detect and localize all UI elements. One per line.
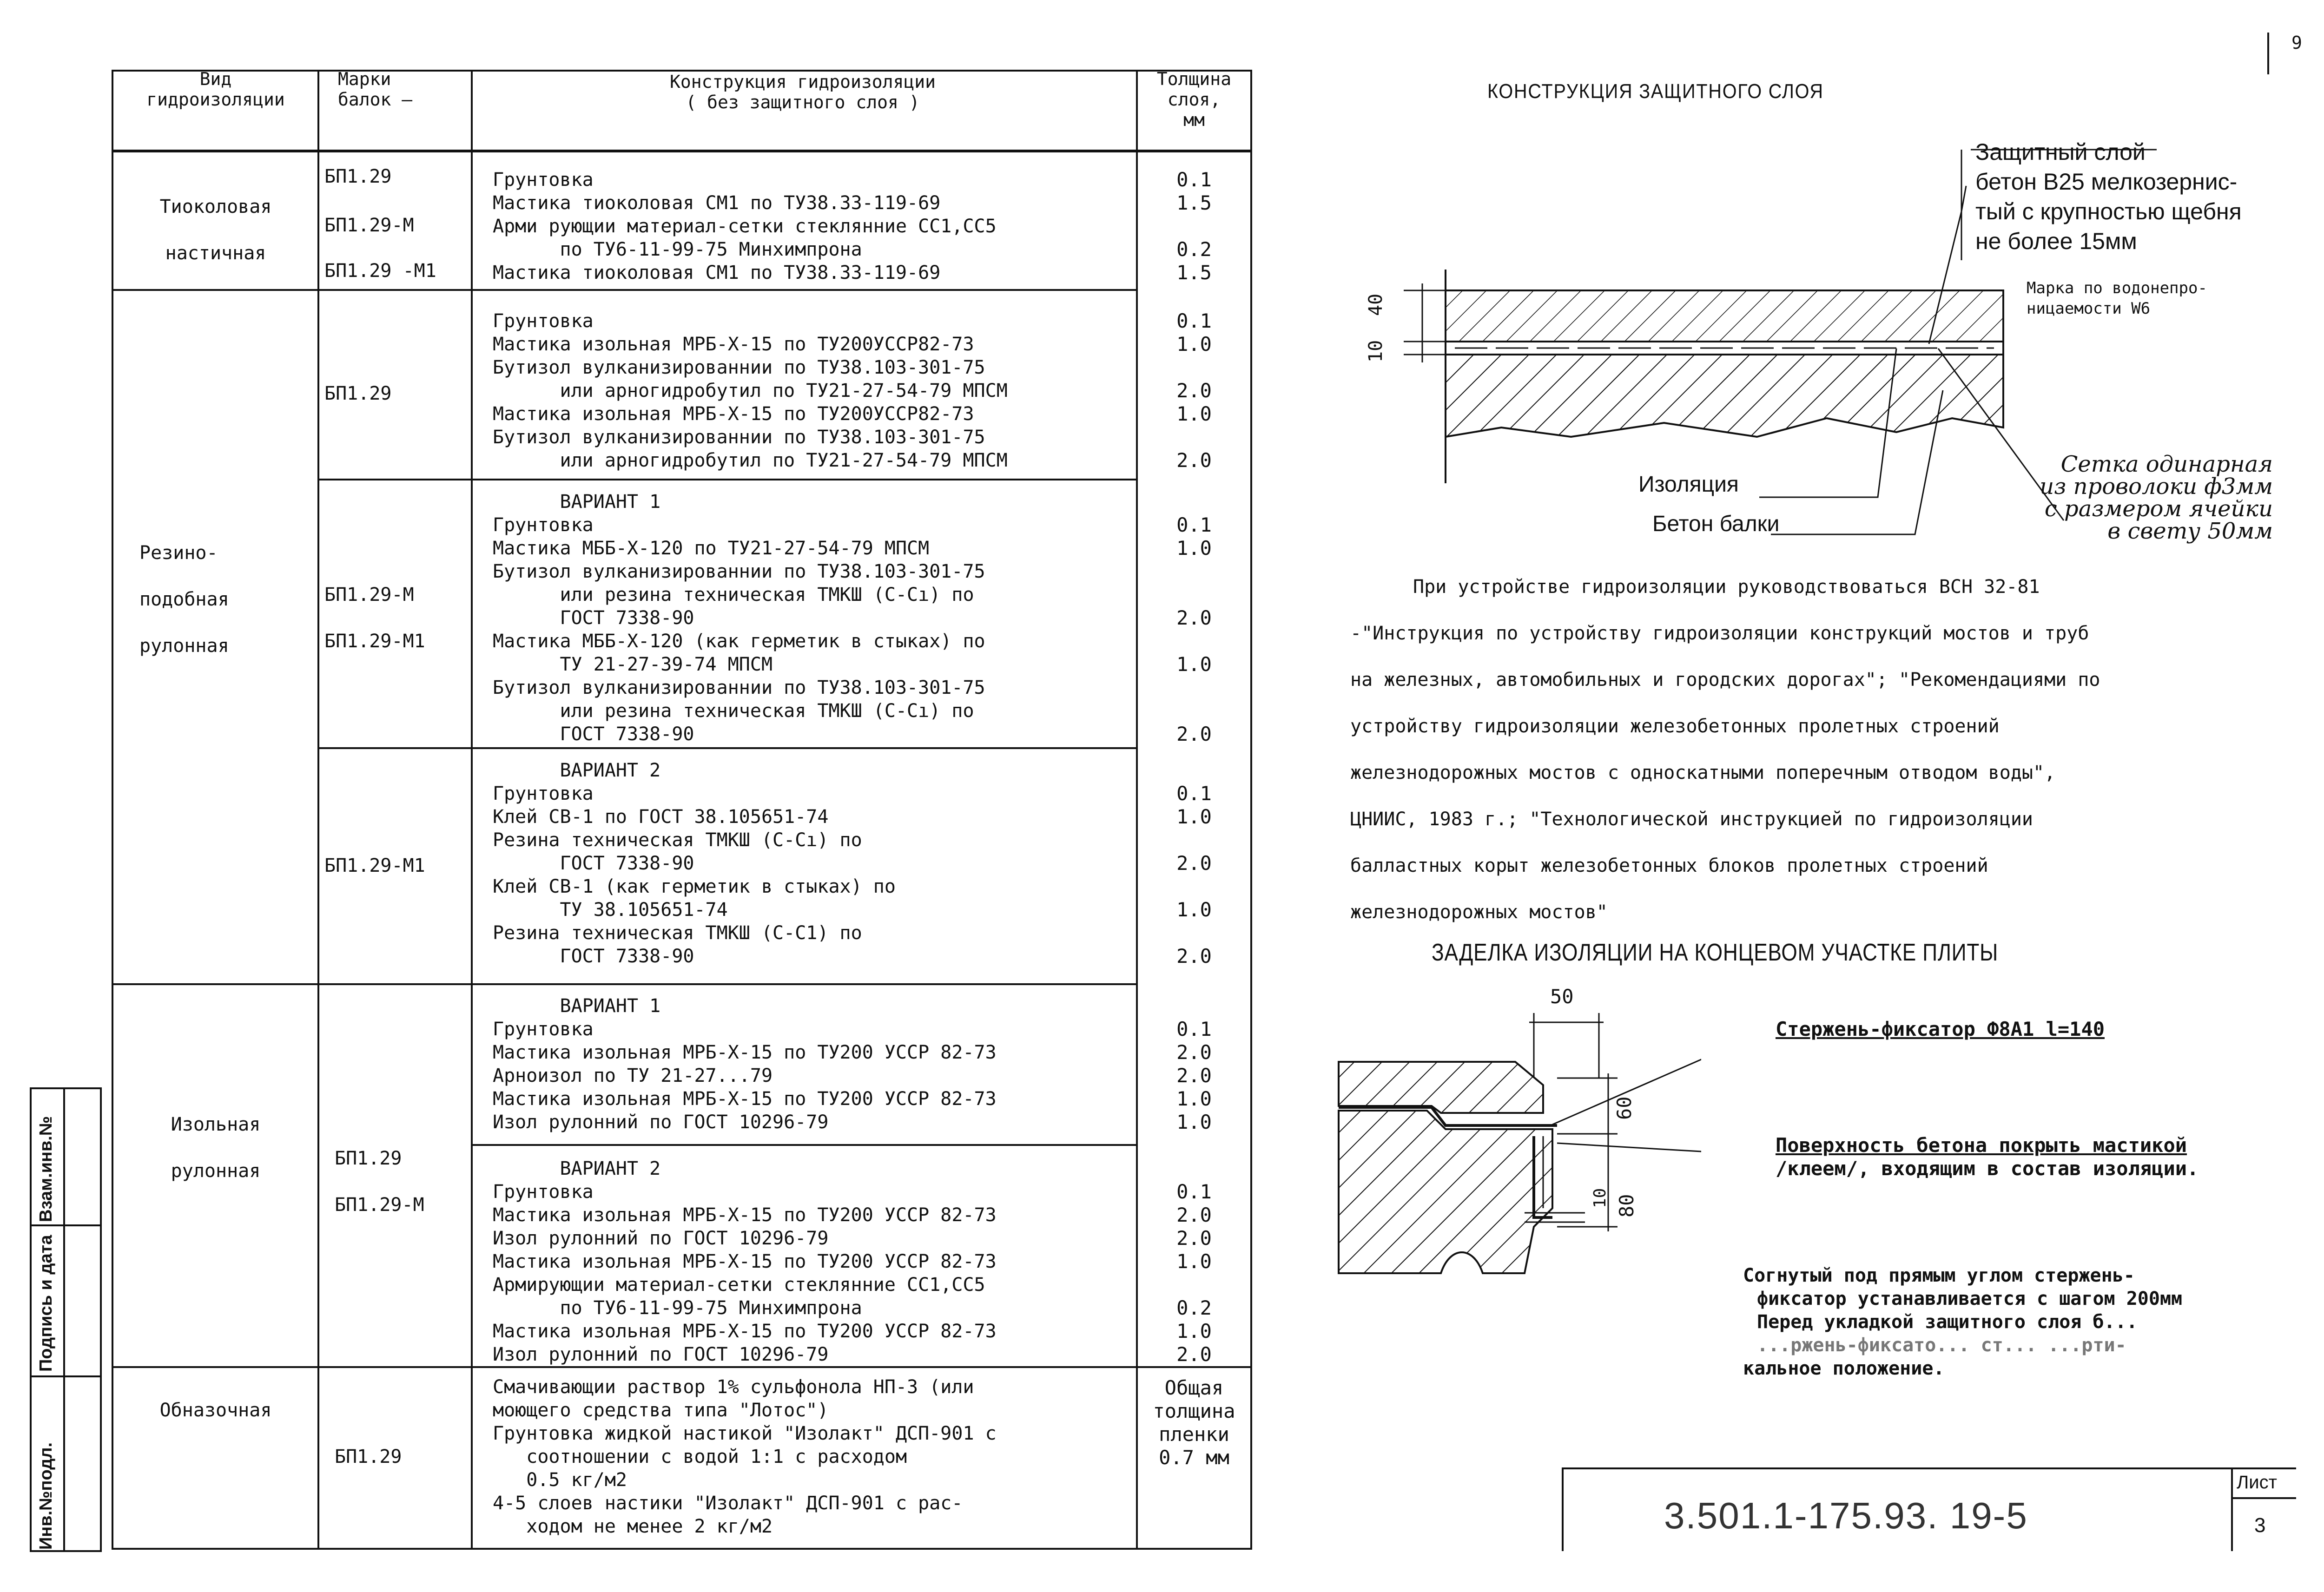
construction-row: Клей СВ-1 по ГОСТ 38.105651-74 bbox=[493, 806, 829, 828]
thickness-value: 1.0 bbox=[1176, 805, 1212, 828]
header-thickness: Толщина слоя, мм bbox=[1156, 69, 1232, 130]
construction-row: или арногидробутил по ТУ21-27-54-79 МПСМ bbox=[493, 450, 1008, 471]
end-detail-title: ЗАДЕЛКА ИЗОЛЯЦИИ НА КОНЦЕВОМ УЧАСТКЕ ПЛИТЫ bbox=[1432, 939, 1999, 966]
paragraph-line: устройству гидроизоляции железобетонных пролетных строений bbox=[1350, 716, 2000, 737]
construction-row: Мастика изольная МРБ-Х-15 по ТУ200 УССР 82-73 bbox=[493, 1204, 997, 1226]
thickness-value: 1.0 bbox=[1176, 898, 1212, 921]
document-code: 3.501.1-175.93. 19-5 bbox=[1664, 1495, 2028, 1536]
construction-row: или резина техническая ТМКШ (С-Сı) по bbox=[493, 584, 974, 605]
header-marks: Марки балок – bbox=[338, 69, 413, 110]
thickness-value: 2.0 bbox=[1176, 606, 1212, 629]
rod-note: Согнутый под прямым углом стержень- фиксатор устанавливается с шагом 200мм Перед укладкой защитного слоя б... ...ржень-фиксато... ст... ...рти- кальное положение. bbox=[1743, 1265, 2183, 1379]
thickness-value: 0.2 bbox=[1176, 238, 1212, 261]
construction-row: моющего средства типа "Лотос") bbox=[493, 1400, 829, 1421]
paragraph-line: железнодорожных мостов" bbox=[1350, 901, 1608, 923]
mark: БП1.29-М bbox=[324, 584, 414, 605]
construction-row: Грунтовка bbox=[493, 169, 594, 191]
construction-row: Изол рулонний по ГОСТ 10296-79 bbox=[493, 1228, 829, 1249]
label-insulation: Изоляция bbox=[1638, 472, 1739, 497]
thickness-value: 0.1 bbox=[1176, 309, 1212, 332]
thickness-value: 2.0 bbox=[1176, 379, 1212, 402]
thickness-value: 2.0 bbox=[1176, 1064, 1212, 1087]
thickness-value: 2.0 bbox=[1176, 852, 1212, 875]
type-rubber: Резино- подобная рулонная bbox=[139, 542, 229, 657]
paragraph-line: -"Инструкция по устройству гидроизоляции конструкций мостов и труб bbox=[1350, 623, 2089, 644]
mark: БП1.29 bbox=[335, 1446, 402, 1467]
thickness-value: 1.0 bbox=[1176, 537, 1212, 559]
type-obmaz: Обназочная bbox=[159, 1400, 272, 1421]
construction-row: Клей СВ-1 (как герметик в стыках) по bbox=[493, 876, 896, 897]
construction-row: по ТУ6-11-99-75 Минхимпрона bbox=[493, 1297, 862, 1319]
callout-water-grade: Марка по водонепро- ницаемости W6 bbox=[2027, 279, 2207, 318]
construction-row: Грунтовка bbox=[493, 514, 594, 536]
construction-row: ТУ 21-27-39-74 МПСМ bbox=[493, 654, 773, 675]
construction-row: Изол рулонний по ГОСТ 10296-79 bbox=[493, 1112, 829, 1133]
corner-number: 9 bbox=[2291, 33, 2302, 53]
dim-60: 60 bbox=[1613, 1096, 1636, 1120]
thickness-value: 2.0 bbox=[1176, 1041, 1212, 1064]
dim-10-end: 10 bbox=[1591, 1188, 1610, 1208]
callout-protective: Защитный слой бетон В25 мелкозернис- тый с крупностью щебня не более 15мм bbox=[1975, 139, 2242, 254]
construction-row: или арногидробутил по ТУ21-27-54-79 МПСМ bbox=[493, 380, 1008, 401]
title-block bbox=[1562, 1467, 2296, 1551]
construction-row: ВАРИАНТ 1 bbox=[493, 491, 661, 513]
construction-row: Армирующии материал-сетки стеклянние СС1,СС5 bbox=[493, 1274, 985, 1296]
mark: БП1.29-М1 bbox=[324, 855, 425, 876]
thickness-value: 2.0 bbox=[1176, 1227, 1212, 1250]
header-type: Вид гидроизоляции bbox=[146, 69, 285, 110]
paragraph-line: При устройстве гидроизоляции руководствоваться ВСН 32-81 bbox=[1413, 576, 2040, 598]
mark: БП1.29-М bbox=[335, 1194, 424, 1216]
construction-row: Арми рующии материал-сетки стеклянние СС1,СС5 bbox=[493, 216, 997, 237]
construction-row: Изол рулонний по ГОСТ 10296-79 bbox=[493, 1344, 829, 1365]
construction-row: ВАРИАНТ 2 bbox=[493, 1158, 661, 1179]
construction-row: Грунтовка bbox=[493, 783, 594, 804]
stamp-sign-date: Подпись и дата bbox=[36, 1235, 56, 1372]
thickness-value: 2.0 bbox=[1176, 1343, 1212, 1366]
dim-40: 40 bbox=[1365, 293, 1386, 316]
protective-concrete-layer bbox=[1446, 290, 2003, 342]
thickness-value: 1.0 bbox=[1176, 333, 1212, 355]
construction-row: Бутизол вулканизированнии по ТУ38.103-301-75 bbox=[493, 677, 985, 698]
construction-row: Мастика тиоколовая СМ1 по ТУ38.33-119-69 bbox=[493, 262, 941, 283]
rod-label: Стержень-фиксатор Ф8А1 l=140 bbox=[1776, 1018, 2105, 1040]
construction-row: Бутизол вулканизированнии по ТУ38.103-301-75 bbox=[493, 427, 985, 448]
construction-row: Бутизол вулканизированнии по ТУ38.103-301-75 bbox=[493, 357, 985, 378]
thickness-value: 2.0 bbox=[1176, 723, 1212, 745]
mark: БП1.29 bbox=[335, 1148, 402, 1169]
dim-80: 80 bbox=[1615, 1194, 1638, 1217]
thickness-value: 2.0 bbox=[1176, 945, 1212, 967]
thickness-value: 1.0 bbox=[1176, 1250, 1212, 1273]
thickness-value: 2.0 bbox=[1176, 1204, 1212, 1226]
construction-row: по ТУ6-11-99-75 Минхимпрона bbox=[493, 239, 862, 260]
thickness-value: 0.1 bbox=[1176, 168, 1212, 191]
thickness-value: 1.0 bbox=[1176, 1111, 1212, 1133]
thickness-value: 2.0 bbox=[1176, 449, 1212, 472]
thickness-value: 1.0 bbox=[1176, 653, 1212, 676]
mark: БП1.29-М bbox=[324, 215, 414, 236]
construction-row: Грунтовка bbox=[493, 310, 594, 332]
protective-layer-title: КОНСТРУКЦИЯ ЗАЩИТНОГО СЛОЯ bbox=[1487, 80, 1824, 103]
construction-row: Грунтовка bbox=[493, 1019, 594, 1040]
dim-10: 10 bbox=[1365, 340, 1386, 362]
beam-concrete bbox=[1446, 355, 2003, 437]
end-detail-drawing bbox=[1329, 976, 1701, 1301]
construction-row: ходом не менее 2 кг/м2 bbox=[493, 1516, 773, 1537]
thickness-value: 0.2 bbox=[1176, 1296, 1212, 1319]
corner-tick bbox=[2267, 33, 2269, 74]
surface-label-2: /клеем/, входящим в состав изоляции. bbox=[1776, 1157, 2199, 1180]
type-thiokol: Тиоколовая настичная bbox=[159, 196, 272, 264]
surface-label-1: Поверхность бетона покрыть мастикой bbox=[1776, 1134, 2187, 1157]
header-construction: Конструкция гидроизоляции ( без защитного слоя ) bbox=[670, 72, 936, 112]
thickness-value: 1.5 bbox=[1176, 261, 1212, 284]
paragraph-line: на железных, автомобильных и городских дорогах"; "Рекомендациями по bbox=[1350, 669, 2100, 691]
thickness-value: 1.5 bbox=[1176, 191, 1212, 214]
construction-row: соотношении с водой 1:1 с расходом bbox=[493, 1446, 907, 1467]
stamp-inv-no: Инв.№подл. bbox=[36, 1442, 56, 1550]
construction-row: ГОСТ 7338-90 bbox=[493, 946, 694, 967]
stamp-replace-inv: Взам.инв.№ bbox=[36, 1116, 56, 1222]
paragraph-line: балластных корыт железобетонных блоков пролетных строений bbox=[1350, 855, 1988, 876]
dim-50: 50 bbox=[1550, 985, 1574, 1008]
construction-row: ВАРИАНТ 1 bbox=[493, 995, 661, 1017]
construction-row: Мастика МББ-Х-120 по ТУ21-27-54-79 МПСМ bbox=[493, 538, 930, 559]
thickness-value: 0.1 bbox=[1176, 1180, 1212, 1203]
construction-row: Бутизол вулканизированнии по ТУ38.103-301-75 bbox=[493, 561, 985, 582]
construction-row: Мастика изольная МРБ-Х-15 по ТУ200 УССР 82-73 bbox=[493, 1042, 997, 1063]
construction-row: ГОСТ 7338-90 bbox=[493, 724, 694, 745]
thickness-value: 1.0 bbox=[1176, 1320, 1212, 1342]
obmaz-thickness-note: Общая толщина пленки 0.7 мм bbox=[1153, 1376, 1235, 1469]
construction-row: Грунтовка bbox=[493, 1181, 594, 1203]
thickness-value: 0.1 bbox=[1176, 513, 1212, 536]
construction-row: Мастика МББ-Х-120 (как герметик в стыках) по bbox=[493, 631, 985, 652]
construction-row: Грунтовка жидкой настикой "Изолакт" ДСП-901 с bbox=[493, 1423, 997, 1444]
construction-row: ТУ 38.105651-74 bbox=[493, 899, 728, 921]
thickness-value: 0.1 bbox=[1176, 782, 1212, 805]
thickness-value: 0.1 bbox=[1176, 1018, 1212, 1040]
construction-row: 0.5 кг/м2 bbox=[493, 1469, 627, 1491]
construction-row: Резина техническая ТМКШ (С-С1) по bbox=[493, 922, 862, 944]
mark: БП1.29 -М1 bbox=[324, 260, 436, 282]
sheet-label: Лист bbox=[2237, 1472, 2277, 1493]
mark: БП1.29 bbox=[324, 166, 392, 187]
construction-row: 4-5 слоев настики "Изолакт" ДСП-901 с рас- bbox=[493, 1493, 963, 1514]
thickness-value: 1.0 bbox=[1176, 402, 1212, 425]
construction-row: Мастика тиоколовая СМ1 по ТУ38.33-119-69 bbox=[493, 192, 941, 214]
construction-row: Смачивающии раствор 1% сульфонола НП-3 (или bbox=[493, 1376, 974, 1398]
construction-row: ВАРИАНТ 2 bbox=[493, 760, 661, 781]
thickness-value: 1.0 bbox=[1176, 1087, 1212, 1110]
construction-row: Мастика изольная МРБ-Х-15 по ТУ200УССР82-73 bbox=[493, 403, 974, 425]
sheet-number: 3 bbox=[2254, 1514, 2266, 1537]
construction-row: Резина техническая ТМКШ (С-Сı) по bbox=[493, 829, 862, 851]
construction-row: Мастика изольная МРБ-Х-15 по ТУ200 УССР 82-73 bbox=[493, 1251, 997, 1272]
construction-row: ГОСТ 7338-90 bbox=[493, 853, 694, 874]
paragraph-line: ЦНИИС, 1983 г.; "Технологической инструкцией по гидроизоляции bbox=[1350, 809, 2034, 830]
label-beam-concrete: Бетон балки bbox=[1652, 512, 1780, 536]
mark: БП1.29 bbox=[324, 383, 392, 404]
mark: БП1.29-М1 bbox=[324, 631, 425, 652]
mesh-note: Сетка одинарная из проволоки ф3мм с размером ячейки в свету 50мм bbox=[2040, 451, 2273, 544]
paragraph-line: железнодорожных мостов с односкатными поперечным отводом воды", bbox=[1350, 762, 2056, 783]
construction-row: ГОСТ 7338-90 bbox=[493, 607, 694, 629]
construction-row: Мастика изольная МРБ-Х-15 по ТУ200УССР82-73 bbox=[493, 334, 974, 355]
construction-row: Мастика изольная МРБ-Х-15 по ТУ200 УССР 82-73 bbox=[493, 1321, 997, 1342]
construction-row: или резина техническая ТМКШ (С-Сı) по bbox=[493, 700, 974, 722]
type-izol: Изольная рулонная bbox=[171, 1114, 261, 1182]
construction-row: Арноизол по ТУ 21-27...79 bbox=[493, 1065, 773, 1086]
construction-row: Мастика изольная МРБ-Х-15 по ТУ200 УССР 82-73 bbox=[493, 1088, 997, 1110]
